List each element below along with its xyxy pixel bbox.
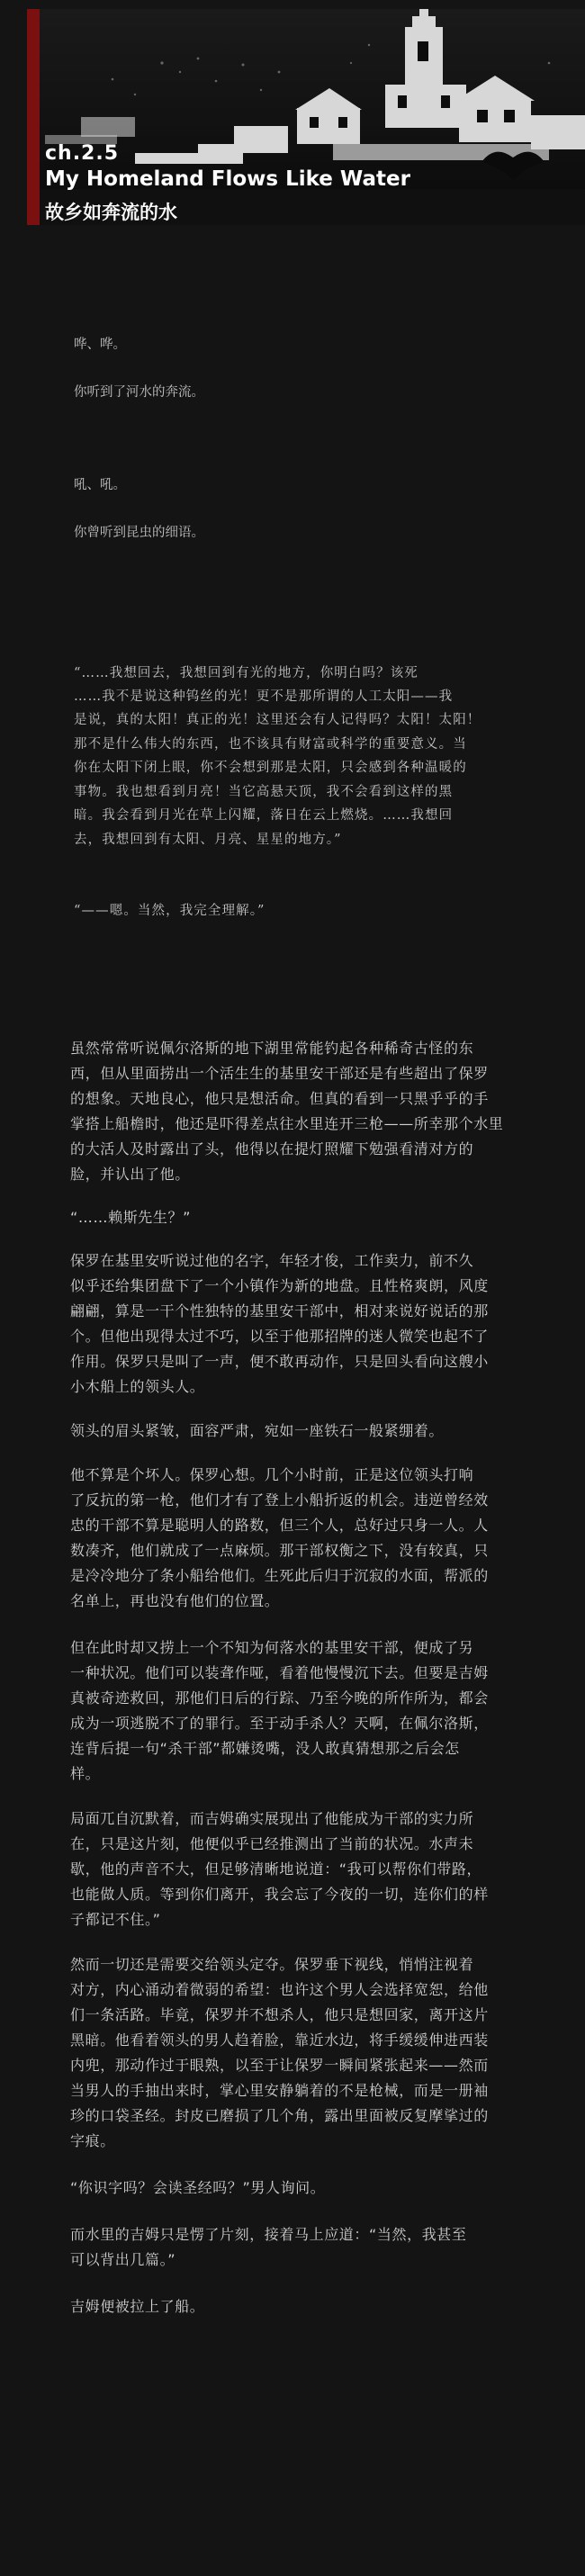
story-line: 而水里的吉姆只是愣了片刻，接着马上应道：“当然，我甚至 xyxy=(70,2226,467,2243)
monologue-line: ……我不是说这种钨丝的光！更不是那所谓的人工太阳——我 xyxy=(74,689,454,704)
monologue-line: 是说，真的太阳！真正的光！这里还会有人记得吗？太阳！太阳！ xyxy=(74,713,482,727)
story-line: 了反抗的第一枪，他们才有了登上小船折返的机会。违逆曾经效 xyxy=(70,1491,489,1509)
story-line: 子都记不住。” xyxy=(70,1911,161,1928)
chapter-banner xyxy=(27,9,585,225)
story-line: 黑暗。他看着领头的男人趋着脸，靠近水边，将手缓缓伸进西装 xyxy=(70,2031,489,2049)
poem-line: 吼、吼。 xyxy=(74,478,126,492)
poem-line: 你曾听到昆虫的细语。 xyxy=(74,526,204,540)
chapter-number: ch.2.5 xyxy=(45,142,120,165)
story-line: 西，但从里面捞出一个活生生的基里安干部还是有些超出了保罗 xyxy=(70,1065,489,1082)
story-line: “你识字吗？会读圣经吗？”男人询问。 xyxy=(70,2179,326,2196)
story-line: 的想象。天地良心，他只是想活命。但真的看到一只黑乎乎的手 xyxy=(70,1090,489,1107)
story-line: 局面兀自沉默着，而吉姆确实展现出了他能成为干部的实力所 xyxy=(70,1810,474,1827)
story-line: 但在此时却又捞上一个不知为何落水的基里安干部，便成了另 xyxy=(70,1639,474,1656)
town-silhouette-image xyxy=(27,9,585,225)
story-line: 们一条活路。毕竟，保罗并不想杀人，他只是想回家，离开这片 xyxy=(70,2006,489,2023)
monologue-line: 事物。我也想看到月亮！当它高悬天顶，我不会看到这样的黑 xyxy=(74,785,454,799)
story-line: 对方，内心涌动着微弱的希望：也许这个男人会选择宽恕，给他 xyxy=(70,1981,489,1998)
story-line: 歇，他的声音不大，但足够清晰地说道：“我可以帮你们带路， xyxy=(70,1860,482,1878)
chapter-title-chinese: 故乡如奔流的水 xyxy=(45,201,177,223)
story-line: 似乎还给集团盘下了一个小镇作为新的地盘。且性格爽朗，风度 xyxy=(70,1277,489,1294)
monologue-line: 去，我想回到有太阳、月亮、星星的地方。” xyxy=(74,833,342,847)
story-line: “……赖斯先生？” xyxy=(70,1209,191,1226)
monologue-line: 暗。我会看到月光在草上闪耀，落日在云上燃烧。……我想回 xyxy=(74,808,454,823)
story-line: 字痕。 xyxy=(70,2132,115,2149)
story-line: 领头的眉头紧皱，面容严肃，宛如一座铁石一般紧绷着。 xyxy=(70,1422,445,1439)
story-line: 虽然常常听说佩尔洛斯的地下湖里常能钓起各种稀奇古怪的东 xyxy=(70,1040,474,1057)
story-line: 吉姆便被拉上了船。 xyxy=(70,2298,205,2315)
story-line: 数凑齐，他们就成了一点麻烦。那干部权衡之下，没有较真，只 xyxy=(70,1542,489,1559)
story-line: 小木船上的领头人。 xyxy=(70,1378,205,1395)
story-line: 当男人的手抽出来时，掌心里安静躺着的不是枪械，而是一册袖 xyxy=(70,2082,489,2099)
story-line: 样。 xyxy=(70,1765,101,1782)
story-line: 也能做人质。等到你们离开，我会忘了今夜的一切，连你们的样 xyxy=(70,1886,489,1903)
story-line: 珍的口袋圣经。封皮已磨损了几个角，露出里面被反复摩挲过的 xyxy=(70,2107,489,2124)
story-line: 在，只是这片刻，他便似乎已经推测出了当前的状况。水声未 xyxy=(70,1835,474,1852)
story-line: 的大活人及时露出了头，他得以在提灯照耀下勉强看清对方的 xyxy=(70,1140,474,1157)
story-line: 他不算是个坏人。保罗心想。几个小时前，正是这位领头打响 xyxy=(70,1466,474,1483)
story-line: 脸，并认出了他。 xyxy=(70,1166,190,1183)
story-line: 真被奇迹救回，那他们日后的行踪、乃至今晚的所作所为，都会 xyxy=(70,1689,489,1707)
poem-line: 你听到了河水的奔流。 xyxy=(74,385,204,400)
story-line: 保罗在基里安听说过他的名字，年轻才俊，工作卖力，前不久 xyxy=(70,1252,474,1269)
story-line: 然而一切还是需要交给领头定夺。保罗垂下视线，悄悄注视着 xyxy=(70,1956,474,1973)
story-line: 一种状况。他们可以装聋作哑，看着他慢慢沉下去。但要是吉姆 xyxy=(70,1664,489,1681)
story-line: 翩翩，算是一干个性独特的基里安干部中，相对来说好说话的那 xyxy=(70,1302,489,1320)
story-line: 掌搭上船檐时，他还是吓得差点往水里连开三枪——所幸那个水里 xyxy=(70,1115,504,1132)
monologue-line: 你在太阳下闭上眼，你不会想到那是太阳，只会感到各种温暖的 xyxy=(74,761,467,775)
chapter-title-english: My Homeland Flows Like Water xyxy=(45,167,410,191)
story-line: 可以背出几篇。” xyxy=(70,2251,176,2268)
poem-line: 哗、哗。 xyxy=(74,338,126,352)
story-line: 个。但他出现得太过不巧，以至于他那招牌的迷人微笑也起不了 xyxy=(70,1328,489,1345)
story-line: 连背后提一句“杀干部”都嫌烫嘴，没人敢真猜想那之后会怎 xyxy=(70,1740,460,1757)
story-line: 成为一项逃脱不了的罪行。至于动手杀人？天啊，在佩尔洛斯， xyxy=(70,1715,489,1732)
story-line: 名单上，再也没有他们的位置。 xyxy=(70,1592,280,1609)
red-accent-bar xyxy=(27,9,40,225)
story-line: 忠的干部不算是聪明人的路数，但三个人，总好过只身一人。人 xyxy=(70,1517,489,1534)
story-line: 是冷冷地分了条小船给他们。生死此后归于沉寂的水面，帮派的 xyxy=(70,1567,489,1584)
monologue-reply: “——嗯。当然，我完全理解。” xyxy=(74,904,266,918)
monologue-line: “……我想回去，我想回到有光的地方，你明白吗？该死 xyxy=(74,666,418,680)
monologue-line: 那不是什么伟大的东西，也不该具有财富或科学的重要意义。当 xyxy=(74,737,467,752)
story-line: 作用。保罗只是叫了一声，便不敢再动作，只是回头看向这艘小 xyxy=(70,1353,489,1370)
story-line: 内兜，那动作过于眼熟，以至于让保罗一瞬间紧张起来——然而 xyxy=(70,2057,489,2074)
